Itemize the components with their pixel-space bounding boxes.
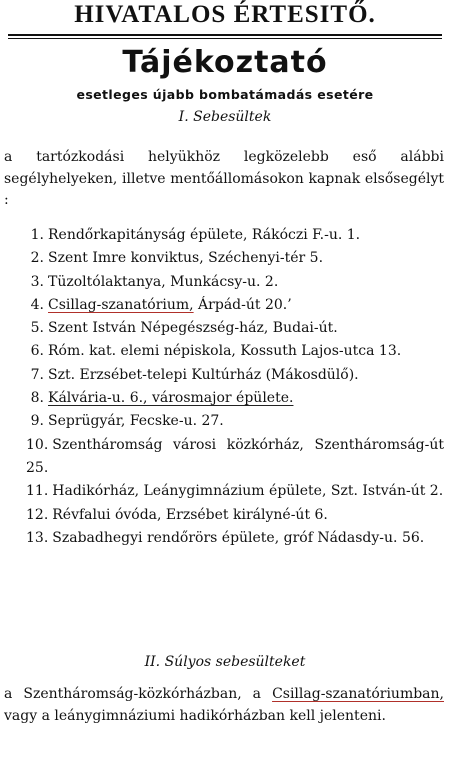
underlined-text: Csillag-szanatóriumban, <box>272 686 444 702</box>
list-item: 4. Csillag-szanatórium, Árpád-út 20.’ <box>30 296 292 313</box>
list-item: 10. Szentháromság városi közkórház, Szentháromság-út 25. <box>26 436 444 476</box>
list-item: 7. Szt. Erzsébet-telepi Kultúrház (Mákosdülő). <box>30 366 359 383</box>
section-intro: a tartózkodási helyükhöz legközelebb eső alábbi segélyhelyeken, illetve mentőállomásokon kapnak elsősegélyt : <box>4 149 444 208</box>
notice-subtitle: esetleges újabb bombatámadás esetére <box>76 87 374 102</box>
notice-title: Tájékoztató <box>122 45 328 80</box>
masthead-rule <box>8 34 442 36</box>
section-heading-severe: II. Súlyos sebesülteket <box>144 654 306 670</box>
list-item: 9. Seprügyár, Fecske-u. 27. <box>30 413 224 430</box>
section-heading-wounded: I. Sebesültek <box>178 109 272 125</box>
masthead-rule-thin <box>8 38 442 39</box>
list-item: 2. Szent Imre konviktus, Széchenyi-tér 5. <box>30 250 324 267</box>
list-item: 11. Hadikórház, Leánygimnázium épülete, Szt. István-út 2. <box>26 483 444 500</box>
list-item: 3. Tüzoltólaktanya, Munkácsy-u. 2. <box>30 273 279 290</box>
underlined-text: Kálvária-u. 6., városmajor épülete. <box>48 390 294 407</box>
list-item: 12. Révfalui óvóda, Erzsébet királyné-út 6. <box>26 506 328 523</box>
section-severe-text: a Szentháromság-közkórházban, a Csillag-szanatóriumban, vagy a leánygimnáziumi hadikórházban kell jelenteni. <box>4 686 444 724</box>
list-item: 1. Rendőrkapitányság épülete, Rákóczi F.-u. 1. <box>30 227 361 243</box>
list-item: 6. Róm. kat. elemi népiskola, Kossuth Lajos-utca 13. <box>30 343 402 360</box>
list-item: 8. Kálvária-u. 6., városmajor épülete. <box>30 390 294 407</box>
aid-station-list <box>4 224 444 550</box>
underlined-text: Csillag-szanatórium, <box>48 296 194 313</box>
masthead: HIVATALOS ÉRTESITŐ. <box>74 1 376 28</box>
list-item: 13. Szabadhegyi rendőrörs épülete, gróf Nádasdy-u. 56. <box>26 529 425 546</box>
list-item: 5. Szent István Népegészség-ház, Budai-út. <box>30 320 338 337</box>
